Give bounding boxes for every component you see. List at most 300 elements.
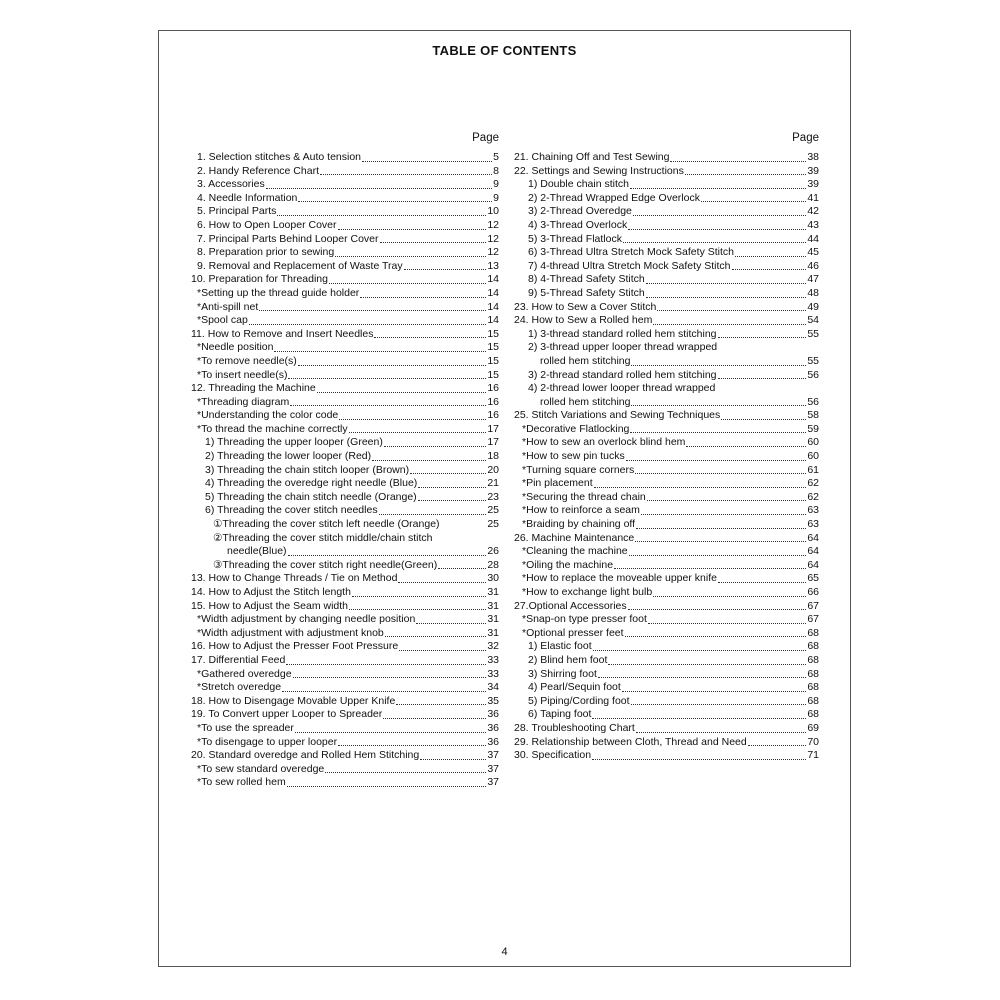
toc-entry[interactable] [189,178,499,192]
toc-entry[interactable] [189,314,499,328]
dot-leader [385,636,487,637]
toc-entry-label: *Spool cap [197,314,248,327]
dot-leader [636,528,806,529]
toc-entry[interactable] [189,722,499,736]
toc-entry-page: 56 [807,368,819,381]
toc-entry[interactable] [189,613,499,627]
toc-entry-label: 4) Threading the overedge right needle (Blue) [205,477,418,490]
toc-entry-label: ①Threading the cover stitch left needle (Orange) [213,518,440,531]
dot-leader [630,188,806,189]
toc-entry-page: 30 [487,572,499,585]
toc-entry-label: 5) Threading the chain stitch needle (Orange) [205,490,417,503]
toc-entry-page: 60 [807,450,819,463]
toc-entry[interactable] [514,695,819,709]
toc-entry-label: *Stretch overedge [197,681,282,694]
dot-leader [398,582,486,583]
toc-entry[interactable] [514,314,819,328]
dot-leader [653,324,806,325]
toc-entry[interactable] [514,668,819,682]
toc-entry[interactable] [189,654,499,668]
toc-entry-label: 30. Specification [514,749,592,762]
toc-entry-page: 21 [487,477,499,490]
toc-entry[interactable] [514,287,819,301]
toc-entry[interactable] [514,301,819,315]
toc-entry-label: 9. Removal and Replacement of Waste Tray [197,259,403,272]
toc-entry[interactable] [189,246,499,260]
toc-entry-label: *Anti-spill net [197,300,259,313]
toc-entry[interactable] [514,246,819,260]
toc-entry-page: 55 [807,327,819,340]
toc-entry-label: *How to exchange light bulb [522,586,653,598]
toc-entry-page: 35 [487,694,499,707]
dot-leader [718,337,807,338]
toc-entry[interactable] [514,409,819,423]
toc-entry[interactable] [189,423,499,437]
toc-entry-label: 4) 2-thread lower looper thread wrapped [528,382,716,395]
toc-entry-label: 8. Preparation prior to sewing [197,246,335,259]
toc-entry-label: ②Threading the cover stitch middle/chain stitch [213,531,433,544]
dot-leader [594,487,807,488]
page-column-header: Page [472,132,499,144]
toc-entry-page: 16 [487,395,499,408]
toc-entry-label: 5. Principal Parts [197,205,277,218]
dot-leader [383,718,486,719]
toc-entry-label: 21. Chaining Off and Test Sewing [514,151,670,163]
toc-entry-page: 68 [807,626,819,639]
toc-entry[interactable] [514,532,819,546]
toc-entry-page: 8 [493,164,499,177]
dot-leader [636,732,806,733]
dot-leader [338,745,486,746]
toc-entry-label: 2) 3-thread upper looper thread wrapped [528,341,718,354]
toc-entry-page: 14 [487,286,499,299]
toc-entry-page: 31 [487,599,499,612]
toc-entry[interactable] [514,233,819,247]
dot-leader [629,555,807,556]
dot-leader [635,473,806,474]
toc-entry[interactable] [514,205,819,219]
toc-entry-label: 7. Principal Parts Behind Looper Cover [197,232,379,245]
dot-leader [259,310,486,311]
toc-entry[interactable] [514,178,819,192]
toc-entry[interactable] [514,151,819,165]
toc-entry-label: 24. How to Sew a Rolled hem [514,314,653,327]
dot-leader [349,609,486,610]
toc-entry-page: 67 [807,599,819,612]
toc-entries-left [189,151,499,790]
dot-leader [295,732,486,733]
toc-entry-page: 36 [487,735,499,748]
toc-entry-page: 15 [487,368,499,381]
dot-leader [274,351,486,352]
toc-entry-page: 12 [487,232,499,245]
dot-leader [628,609,807,610]
toc-entry[interactable] [189,708,499,722]
toc-entry-page: 64 [807,558,819,571]
dot-leader [329,283,486,284]
toc-entry-page: 45 [807,246,819,259]
toc-entry-label: *To remove needle(s) [197,354,297,367]
dot-leader [592,759,806,760]
toc-entry[interactable] [514,518,819,532]
toc-entry[interactable] [189,681,499,695]
dot-leader [290,405,486,406]
toc-entry[interactable] [514,260,819,274]
toc-entry-page: 69 [807,721,819,734]
page-title: TABLE OF CONTENTS [432,43,577,58]
toc-entry-label: 28. Troubleshooting Chart [514,721,635,734]
dot-leader [410,473,486,474]
toc-entry[interactable] [514,273,819,287]
toc-entry[interactable] [514,586,819,600]
toc-entry[interactable] [189,668,499,682]
toc-entry-label: 6) 3-Thread Ultra Stretch Mock Safety Stitch [528,246,734,259]
dot-leader [282,691,486,692]
toc-entry-page: 25 [487,504,499,517]
toc-entry-page: 65 [807,572,819,585]
toc-entry[interactable] [189,192,499,206]
toc-entry[interactable] [514,722,819,736]
toc-entry-label: 23. How to Sew a Cover Stitch [514,300,657,313]
toc-entry[interactable] [189,695,499,709]
toc-entry-page: 68 [807,694,819,707]
toc-entry-page: 31 [487,613,499,626]
dot-leader [416,623,486,624]
toc-entry[interactable] [189,504,499,518]
dot-leader [647,500,807,501]
toc-entry-page: 26 [487,545,499,558]
toc-entry-page: 47 [807,273,819,286]
toc-entry-label: 1. Selection stitches & Auto tension [197,151,362,163]
toc-entry[interactable] [189,749,499,763]
toc-entry-page: 38 [807,151,819,163]
toc-entry-label: 13. How to Change Threads / Tie on Method [191,572,398,585]
toc-entry-label: 19. To Convert upper Looper to Spreader [191,708,383,721]
toc-entry[interactable] [189,763,499,777]
toc-entry-page: 56 [807,395,819,408]
toc-entry[interactable] [189,464,499,478]
dot-leader [438,568,486,569]
toc-entry[interactable] [514,450,819,464]
toc-entry[interactable] [514,464,819,478]
toc-entry[interactable] [189,572,499,586]
toc-entry-label: *Needle position [197,341,274,354]
toc-entry-page: 17 [487,422,499,435]
dot-leader [338,229,487,230]
toc-entry-page: 25 [487,518,499,531]
toc-entry[interactable] [189,301,499,315]
toc-entry-page: 63 [807,518,819,531]
toc-entry[interactable] [514,627,819,641]
dot-leader [623,242,806,243]
dot-leader [626,460,807,461]
dot-leader [420,759,486,760]
toc-entry-label: *Braiding by chaining off [522,518,636,531]
toc-entry-page: 32 [487,640,499,653]
toc-entry[interactable] [189,776,499,790]
toc-entry[interactable] [514,192,819,206]
dot-leader [396,704,486,705]
toc-entry[interactable] [189,287,499,301]
toc-entry[interactable] [514,736,819,750]
toc-entry-label: 9) 5-Thread Safety Stitch [528,286,645,299]
toc-entry[interactable] [189,273,499,287]
toc-entry-label: 26. Machine Maintenance [514,531,635,544]
toc-entry-page: 28 [487,558,499,571]
toc-entry[interactable] [189,477,499,491]
toc-entry-label: *Threading diagram [197,395,290,408]
toc-entry-label: 4) Pearl/Sequin foot [528,681,621,694]
toc-entry[interactable] [189,450,499,464]
toc-entry[interactable] [189,328,499,342]
toc-entry-page: 58 [807,409,819,422]
toc-entry-page: 62 [807,477,819,490]
dot-leader [646,283,807,284]
toc-entry-label: 8) 4-Thread Safety Stitch [528,273,645,286]
toc-entry[interactable] [514,165,819,179]
dot-leader [349,432,487,433]
toc-entry-page: 59 [807,422,819,435]
dot-leader [293,677,487,678]
toc-entry[interactable] [514,477,819,491]
toc-entry-label: *How to sew an overlock blind hem [522,436,686,449]
dot-leader [379,514,487,515]
toc-entry-page: 42 [807,205,819,218]
dot-leader [325,772,486,773]
toc-entry-label: 6. How to Open Looper Cover [197,218,337,231]
toc-entry-label: rolled hem stitching [540,354,631,367]
toc-entry-page: 64 [807,531,819,544]
toc-entry-page: 48 [807,286,819,299]
toc-entry-label: *To sew rolled hem [197,776,286,789]
toc-entry[interactable] [189,559,499,573]
dot-leader [266,188,492,189]
dot-leader [593,650,807,651]
dot-leader [670,161,806,162]
toc-entry[interactable] [514,572,819,586]
toc-entry-page: 68 [807,708,819,721]
dot-leader [721,419,806,420]
dot-leader [399,650,486,651]
dot-leader [732,269,807,270]
toc-entry-label: *Oiling the machine [522,558,614,571]
toc-entry-page: 55 [807,354,819,367]
toc-entry-page: 37 [487,776,499,789]
toc-entry-page: 14 [487,300,499,313]
dot-leader [360,297,486,298]
toc-entry-label: *Securing the thread chain [522,490,646,503]
dot-leader [657,310,806,311]
toc-entry-page: 39 [807,164,819,177]
toc-entry[interactable] [514,708,819,722]
toc-entry-page: 62 [807,490,819,503]
toc-entry-label: 3. Accessories [197,178,265,191]
toc-right-column [514,131,819,763]
toc-entry-label: *Pin placement [522,477,593,490]
dot-leader [339,419,486,420]
toc-entry[interactable] [189,600,499,614]
toc-entry[interactable] [189,736,499,750]
toc-entry[interactable] [189,396,499,410]
toc-entry[interactable] [514,749,819,763]
toc-entry[interactable] [189,219,499,233]
toc-entry-label: 27.Optional Accessories [514,599,627,612]
dot-leader [622,691,807,692]
toc-entry-label: 15. How to Adjust the Seam width [191,599,349,612]
dot-leader [317,392,487,393]
toc-entry-page: 43 [807,218,819,231]
toc-entry-label: *Cleaning the machine [522,545,628,558]
toc-entry-label: 5) 3-Thread Flatlock [528,232,622,245]
toc-entry-page: 64 [807,545,819,558]
dot-leader [288,378,486,379]
dot-leader [685,174,806,175]
toc-entries-right [514,151,819,763]
toc-entry[interactable] [189,369,499,383]
toc-entry-label: 1) Double chain stitch [528,178,629,191]
toc-entry-page: 12 [487,246,499,259]
toc-entry[interactable] [189,205,499,219]
toc-entry-label: 16. How to Adjust the Presser Foot Pressure [191,640,399,653]
toc-entry-page: 13 [487,259,499,272]
toc-entry[interactable] [514,681,819,695]
toc-entry[interactable] [189,233,499,247]
dot-leader [630,432,806,433]
toc-entry[interactable] [189,436,499,450]
toc-entry-page: 9 [493,178,499,191]
toc-entry[interactable] [514,600,819,614]
toc-entry-page: 31 [487,626,499,639]
toc-entry[interactable] [514,369,819,383]
toc-entry-page: 71 [807,749,819,762]
toc-entry-label: 2. Handy Reference Chart [197,164,319,177]
toc-entry[interactable] [189,491,499,505]
toc-entry-page: 14 [487,314,499,327]
toc-entry-page: 68 [807,653,819,666]
dot-leader [287,786,487,787]
dot-leader [249,324,487,325]
toc-left-column [189,131,499,790]
toc-entry[interactable] [514,545,819,559]
dot-leader [748,745,807,746]
toc-entry-label: 4) 3-Thread Overlock [528,218,628,231]
toc-entry[interactable] [514,423,819,437]
toc-entry-label: *Width adjustment by changing needle position [197,613,416,626]
toc-entry-label: 7) 4-thread Ultra Stretch Mock Safety Stitch [528,259,731,272]
dot-leader [631,365,806,366]
toc-entry-label: 22. Settings and Sewing Instructions [514,164,684,177]
toc-entry-label: 4. Needle Information [197,191,298,204]
toc-entry-page: 68 [807,640,819,653]
toc-entry-label: 14. How to Adjust the Stitch length [191,586,351,598]
toc-entry[interactable] [514,355,819,369]
dot-leader [352,596,486,597]
toc-entry-page: 23 [487,490,499,503]
toc-entry[interactable] [514,328,819,342]
toc-entry[interactable] [189,151,499,165]
toc-entry-page: 33 [487,653,499,666]
toc-entry[interactable] [514,640,819,654]
toc-entry-page: 37 [487,762,499,775]
toc-entry[interactable] [189,532,499,546]
toc-entry[interactable] [189,627,499,641]
dot-leader [335,256,486,257]
toc-entry-label: 6) Threading the cover stitch needles [205,504,378,517]
toc-entry[interactable] [189,518,499,532]
toc-entry[interactable] [514,491,819,505]
toc-entry[interactable] [189,640,499,654]
toc-entry-label: *How to reinforce a seam [522,504,640,517]
toc-entry-label: *Width adjustment with adjustment knob [197,626,384,639]
toc-entry-label: *To insert needle(s) [197,368,288,381]
toc-entry-label: 3) 2-Thread Overedge [528,205,632,218]
toc-entry-page: 46 [807,259,819,272]
toc-entry-page: 61 [807,463,819,476]
toc-entry-page: 20 [487,463,499,476]
toc-entry[interactable] [514,341,819,355]
dot-leader [404,269,487,270]
toc-entry[interactable] [189,341,499,355]
toc-entry[interactable] [514,559,819,573]
toc-entry-label: rolled hem stitching [540,395,631,408]
toc-entry-page: 14 [487,273,499,286]
toc-entry-label: 5) Piping/Cording foot [528,694,630,707]
toc-entry[interactable] [514,382,819,396]
toc-entry-label: *Snap-on type presser foot [522,613,647,626]
toc-entry-label: 18. How to Disengage Movable Upper Knife [191,694,396,707]
toc-entry-page: 18 [487,450,499,463]
dot-leader [628,229,806,230]
toc-entry-page: 68 [807,667,819,680]
toc-entry[interactable] [514,219,819,233]
dot-leader [380,242,487,243]
toc-entry[interactable] [514,654,819,668]
toc-entry-page: 17 [487,436,499,449]
toc-entry[interactable] [514,396,819,410]
toc-entry-page: 36 [487,708,499,721]
toc-entry[interactable] [189,382,499,396]
toc-entry[interactable] [189,165,499,179]
toc-entry[interactable] [514,613,819,627]
document-page [158,30,851,967]
dot-leader [608,664,806,665]
dot-leader [298,201,492,202]
toc-entry-page: 36 [487,721,499,734]
toc-entry-page: 41 [807,191,819,204]
toc-entry-page: 34 [487,681,499,694]
toc-entry[interactable] [514,504,819,518]
toc-entry[interactable] [189,355,499,369]
toc-entry-page: 16 [487,382,499,395]
toc-entry-label: 25. Stitch Variations and Sewing Techniques [514,409,721,422]
toc-entry-label: *To disengage to upper looper [197,735,338,748]
toc-entry-label: *Optional presser feet [522,626,624,639]
toc-entry-label: 3) Threading the chain stitch looper (Brown) [205,463,410,476]
toc-entry[interactable] [514,436,819,450]
page-column-header: Page [792,132,819,144]
toc-entry[interactable] [189,545,499,559]
toc-entry[interactable] [189,409,499,423]
toc-entry[interactable] [189,260,499,274]
dot-leader [286,664,486,665]
toc-entry[interactable] [189,586,499,600]
toc-entry-page: 5 [493,151,499,163]
toc-entry-label: 20. Standard overedge and Rolled Hem Stitching [191,749,420,762]
dot-leader [701,201,806,202]
toc-entry-page: 9 [493,191,499,204]
dot-leader [374,337,486,338]
toc-entry-label: *To use the spreader [197,721,294,734]
